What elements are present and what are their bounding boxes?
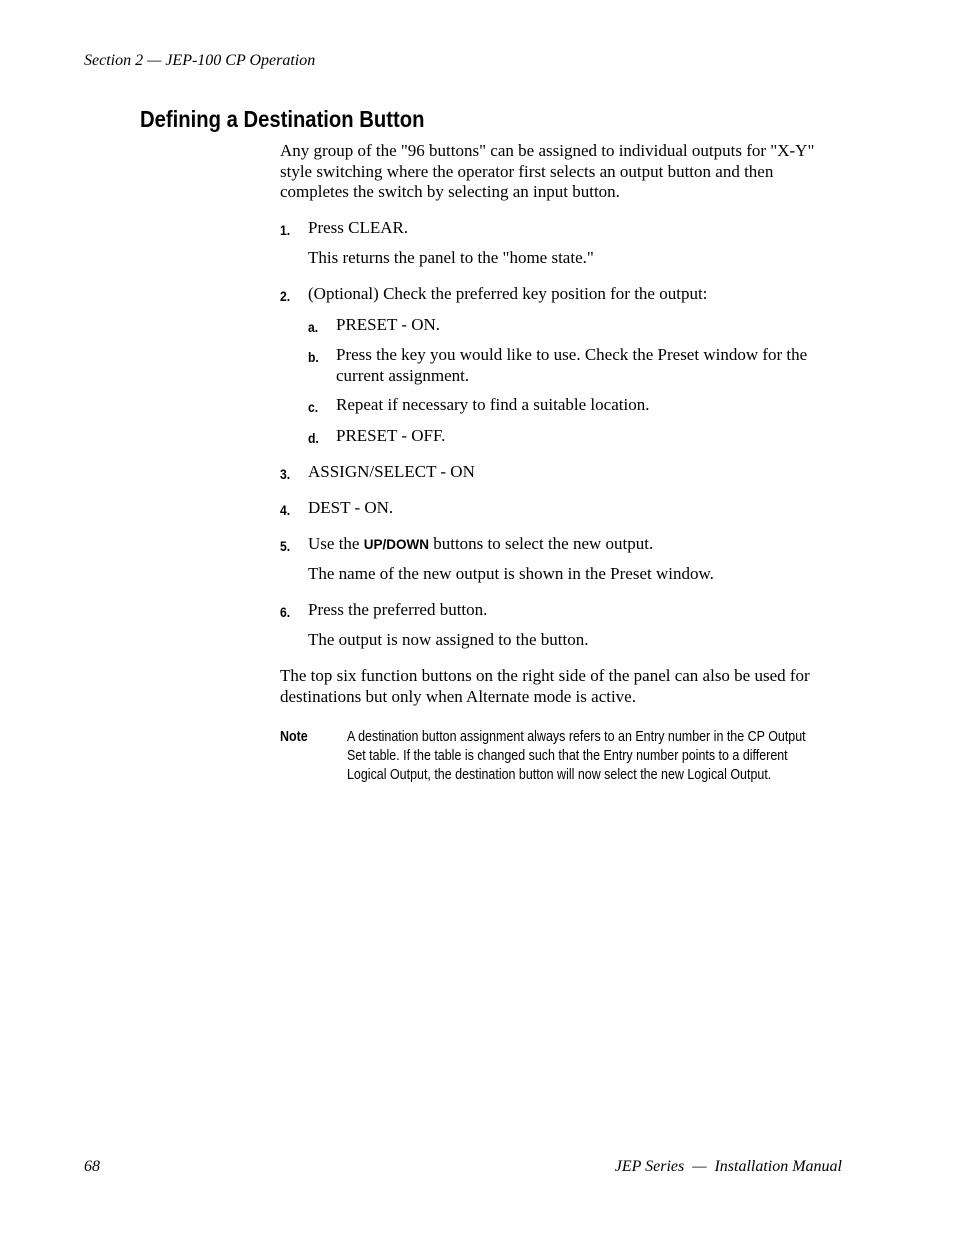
step-text: Press CLEAR. [308,218,409,237]
substep-text: Press the key you would like to use. Check the Preset window for the current assignment. [336,345,808,385]
substep-letter: d. [308,431,319,446]
step-text-before: Use the [308,534,364,553]
step-text-after: buttons to select the new output. [428,534,654,553]
step-text: Press the preferred button. [308,600,488,619]
key-label-up-down: UP/DOWN [363,537,429,552]
running-header: Section 2 — JEP-100 CP Operation [84,52,316,69]
step-number: 1. [280,223,291,238]
note-text: A destination button assignment always refers to an Entry number in the CP Output Set table. If the table is changed such that the Entry number points to a different Logical Output, the destination button will now select the new Logical Output. [347,729,806,783]
substep-letter: b. [308,350,319,365]
closing-paragraph: The top six function buttons on the right side of the panel can also be used for destinations but only when Alternate mode is active. [280,666,810,706]
step-number: 2. [280,289,291,304]
step-detail: This returns the panel to the "home state." [308,248,594,267]
substep-letter: c. [308,400,319,415]
step-detail: The output is now assigned to the button. [308,630,589,649]
step-detail: The name of the new output is shown in the Preset window. [308,564,714,583]
section-heading: Defining a Destination Button [140,106,425,132]
note-label: Note [280,729,308,745]
page-number: 68 [84,1158,100,1175]
substep-text: PRESET - ON. [336,315,441,334]
substep-letter: a. [308,320,319,335]
step-number: 3. [280,467,291,482]
intro-paragraph: Any group of the "96 buttons" can be assigned to individual outputs for "X-Y" style switching where the operator first selects an output button and then completes the switch by selecting an input button. [280,141,815,201]
step-text: DEST - ON. [308,498,394,517]
footer-doc-title: JEP Series — Installation Manual [614,1158,842,1175]
step-number: 6. [280,605,291,620]
step-number: 4. [280,503,291,518]
step-text: (Optional) Check the preferred key position for the output: [308,284,708,303]
substep-text: PRESET - OFF. [336,426,446,445]
step-text: ASSIGN/SELECT - ON [308,462,475,481]
step-text [308,534,846,556]
step-number: 5. [280,539,291,554]
substep-text: Repeat if necessary to find a suitable location. [336,395,650,414]
